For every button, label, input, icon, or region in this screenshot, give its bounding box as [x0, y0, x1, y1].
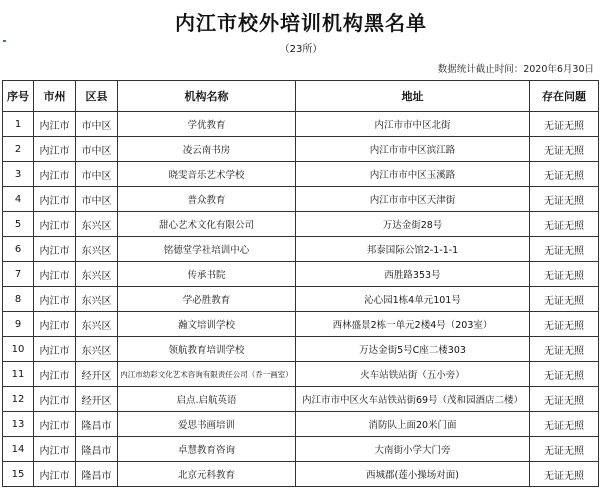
cell-no: 9	[3, 312, 34, 337]
cell-no: 4	[3, 187, 34, 212]
header-district: 区县	[76, 81, 118, 112]
cell-address: 邦泰国际公馆2-1-1-1	[296, 237, 530, 262]
cell-no: 1	[3, 112, 34, 137]
header-city: 市州	[34, 81, 76, 112]
cell-city: 内江市	[34, 362, 76, 387]
cell-no: 10	[3, 337, 34, 362]
cell-name: 北京元科教育	[118, 462, 296, 487]
cell-city: 内江市	[34, 212, 76, 237]
table-row	[3, 312, 599, 337]
cell-district: 东兴区	[76, 262, 118, 287]
cell-issue: 无证无照	[530, 137, 599, 162]
header-issue: 存在问题	[530, 81, 599, 112]
table-header-row	[3, 81, 599, 112]
cell-issue: 无证无照	[530, 312, 599, 337]
cell-no: 5	[3, 212, 34, 237]
cell-district: 东兴区	[76, 237, 118, 262]
cell-city: 内江市	[34, 162, 76, 187]
page-title: 内江市校外培训机构黑名单	[175, 10, 427, 35]
cell-city: 内江市	[34, 262, 76, 287]
cell-city: 内江市	[34, 437, 76, 462]
cell-address: 万达金街28号	[296, 212, 530, 237]
cell-no: 6	[3, 237, 34, 262]
cell-district: 东兴区	[76, 312, 118, 337]
cell-city: 内江市	[34, 462, 76, 487]
header-no: 序号	[3, 81, 34, 112]
cell-no: 7	[3, 262, 34, 287]
cell-address: 内江市市中区玉溪路	[296, 162, 530, 187]
cell-name: 学优教育	[118, 112, 296, 137]
blacklist-table	[2, 80, 599, 487]
cell-address: 西城郡(莲小操场对面)	[296, 462, 530, 487]
cell-no: 2	[3, 137, 34, 162]
table-row	[3, 212, 599, 237]
cell-address: 万达金街5号C座二楼303	[296, 337, 530, 362]
header-address: 地址	[296, 81, 530, 112]
cell-no: 15	[3, 462, 34, 487]
cell-name: 铭德堂学社培训中心	[118, 237, 296, 262]
cell-name: 爱思书画培训	[118, 412, 296, 437]
cell-issue: 无证无照	[530, 212, 599, 237]
cell-no: 14	[3, 437, 34, 462]
table-row	[3, 187, 599, 212]
table-row	[3, 262, 599, 287]
cell-district: 市中区	[76, 137, 118, 162]
cell-issue: 无证无照	[530, 262, 599, 287]
cell-district: 市中区	[76, 112, 118, 137]
cell-no: 13	[3, 412, 34, 437]
cell-no: 12	[3, 387, 34, 412]
table-row	[3, 362, 599, 387]
cell-district: 经开区	[76, 362, 118, 387]
table-row	[3, 412, 599, 437]
cell-name: 启点.启航英语	[118, 387, 296, 412]
cell-district: 市中区	[76, 162, 118, 187]
cell-address: 内江市市中区滨江路	[296, 137, 530, 162]
cell-name: 学必胜教育	[118, 287, 296, 312]
cell-name: 甜心艺术文化有限公司	[118, 212, 296, 237]
institution-count: （23所）	[279, 44, 323, 55]
cell-no: 11	[3, 362, 34, 387]
cell-district: 经开区	[76, 387, 118, 412]
table-row	[3, 437, 599, 462]
cell-address: 火车站铁站街（五小旁）	[296, 362, 530, 387]
cell-district: 隆昌市	[76, 412, 118, 437]
cell-issue: 无证无照	[530, 462, 599, 487]
cell-city: 内江市	[34, 287, 76, 312]
cell-name: 晓雯音乐艺术学校	[118, 162, 296, 187]
cell-address: 西胜路353号	[296, 262, 530, 287]
table-row	[3, 112, 599, 137]
cell-issue: 无证无照	[530, 187, 599, 212]
cell-address: 大南街小学大门旁	[296, 437, 530, 462]
cell-city: 内江市	[34, 112, 76, 137]
cell-city: 内江市	[34, 412, 76, 437]
cell-issue: 无证无照	[530, 387, 599, 412]
table-row	[3, 387, 599, 412]
cell-no: 3	[3, 162, 34, 187]
cell-name: 卓慧教育咨询	[118, 437, 296, 462]
header-name: 机构名称	[118, 81, 296, 112]
cell-name: 瀚文培训学校	[118, 312, 296, 337]
cell-address: 内江市市中区天津街	[296, 187, 530, 212]
cell-name: 凌云南书房	[118, 137, 296, 162]
table-row	[3, 462, 599, 487]
cell-issue: 无证无照	[530, 287, 599, 312]
cell-city: 内江市	[34, 312, 76, 337]
table-row	[3, 237, 599, 262]
table-row	[3, 287, 599, 312]
cell-name: 领航教育培训学校	[118, 337, 296, 362]
cell-issue: 无证无照	[530, 362, 599, 387]
cell-district: 隆昌市	[76, 437, 118, 462]
cell-district: 市中区	[76, 187, 118, 212]
cell-name: 内江市幼彩文化艺术咨询有限责任公司（乔一画室）	[118, 362, 296, 387]
cell-city: 内江市	[34, 187, 76, 212]
cell-district: 东兴区	[76, 287, 118, 312]
cell-city: 内江市	[34, 237, 76, 262]
cell-issue: 无证无照	[530, 162, 599, 187]
cell-address: 内江市市中区北街	[296, 112, 530, 137]
cell-issue: 无证无照	[530, 412, 599, 437]
cell-city: 内江市	[34, 337, 76, 362]
cell-address: 沁心园1栋4单元101号	[296, 287, 530, 312]
cell-district: 隆昌市	[76, 462, 118, 487]
cell-address: 西林盛景2栋一单元2楼4号（203室）	[296, 312, 530, 337]
cell-district: 东兴区	[76, 212, 118, 237]
cell-no: 8	[3, 287, 34, 312]
table-row	[3, 137, 599, 162]
data-cutoff-date: 数据统计截止时间：2020年6月30日	[437, 64, 594, 75]
cell-issue: 无证无照	[530, 337, 599, 362]
table-row	[3, 162, 599, 187]
cell-name: 普众教育	[118, 187, 296, 212]
cell-city: 内江市	[34, 387, 76, 412]
cell-issue: 无证无照	[530, 237, 599, 262]
table-row	[3, 337, 599, 362]
cell-district: 东兴区	[76, 337, 118, 362]
cell-city: 内江市	[34, 137, 76, 162]
cell-address: 内江市市中区火车站铁站街69号（茂和园酒店二楼）	[296, 387, 530, 412]
cell-issue: 无证无照	[530, 112, 599, 137]
cell-name: 传承书院	[118, 262, 296, 287]
cell-issue: 无证无照	[530, 437, 599, 462]
cell-address: 消防队上面20米门面	[296, 412, 530, 437]
